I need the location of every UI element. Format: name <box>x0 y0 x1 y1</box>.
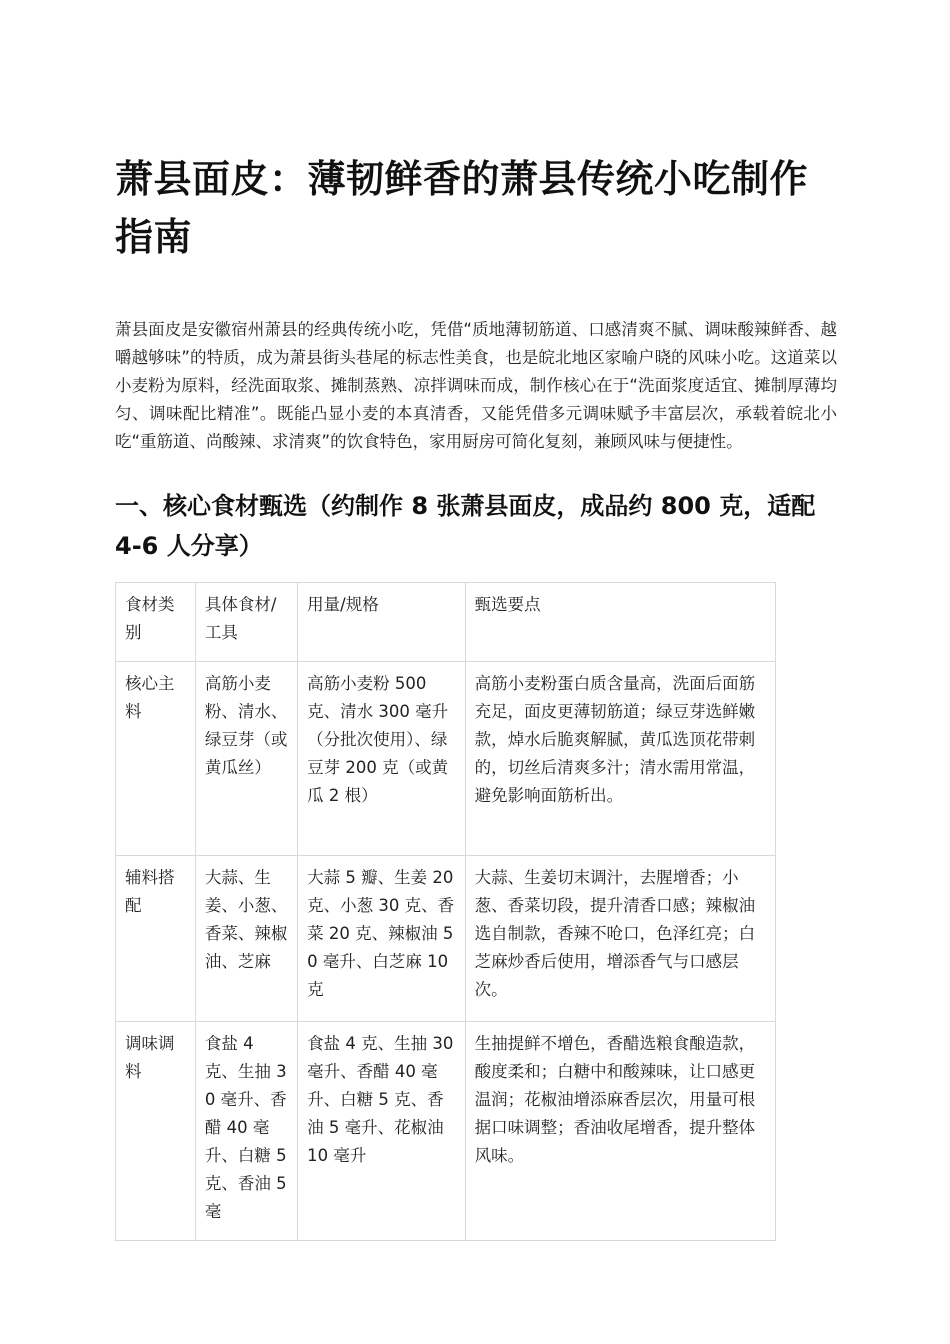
document-page <box>115 150 837 1241</box>
cell-amount: 高筋小麦粉 500 克、清水 300 毫升（分批次使用）、绿豆芽 200 克（或黄瓜 2 根） <box>298 662 466 856</box>
section-heading-ingredients: 一、核心食材甄选（约制作 8 张萧县面皮，成品约 800 克，适配 4-6 人分享） <box>115 492 816 560</box>
cell-amount: 食盐 4 克、生抽 30 毫升、香醋 40 毫升、白糖 5 克、香油 5 毫升、花椒油 10 毫升 <box>298 1022 466 1241</box>
header-items: 具体食材/工具 <box>195 583 297 662</box>
cell-items: 高筋小麦粉、清水、绿豆芽（或黄瓜丝） <box>195 662 297 856</box>
cell-amount: 大蒜 5 瓣、生姜 20 克、小葱 30 克、香菜 20 克、辣椒油 50 毫升、白芝麻 10 克 <box>298 856 466 1022</box>
table-row <box>116 662 776 856</box>
table-header-row <box>116 583 776 662</box>
table-row <box>116 1022 776 1241</box>
table-row <box>116 856 776 1022</box>
header-tips: 甄选要点 <box>465 583 775 662</box>
document-title: 萧县面皮：薄韧鲜香的萧县传统小吃制作指南 <box>115 157 809 259</box>
cell-items: 食盐 4 克、生抽 30 毫升、香醋 40 毫升、白糖 5 克、香油 5 毫 <box>195 1022 297 1241</box>
header-category: 食材类别 <box>116 583 196 662</box>
cell-category: 调味调料 <box>116 1022 196 1241</box>
cell-category: 辅料搭配 <box>116 856 196 1022</box>
header-amount: 用量/规格 <box>298 583 466 662</box>
cell-items: 大蒜、生姜、小葱、香菜、辣椒油、芝麻 <box>195 856 297 1022</box>
ingredients-table <box>115 582 776 1241</box>
cell-tips: 生抽提鲜不增色，香醋选粮食酿造款，酸度柔和；白糖中和酸辣味，让口感更温润；花椒油增添麻香层次，用量可根据口味调整；香油收尾增香，提升整体风味。 <box>465 1022 775 1241</box>
cell-tips: 高筋小麦粉蛋白质含量高，洗面后面筋充足，面皮更薄韧筋道；绿豆芽选鲜嫩款，焯水后脆爽解腻，黄瓜选顶花带刺的，切丝后清爽多汁；清水需用常温，避免影响面筋析出。 <box>465 662 775 856</box>
cell-tips: 大蒜、生姜切末调汁，去腥增香；小葱、香菜切段，提升清香口感；辣椒油选自制款，香辣不呛口，色泽红亮；白芝麻炒香后使用，增添香气与口感层次。 <box>465 856 775 1022</box>
cell-category: 核心主料 <box>116 662 196 856</box>
intro-paragraph: 萧县面皮是安徽宿州萧县的经典传统小吃，凭借“质地薄韧筋道、口感清爽不腻、调味酸辣鲜香、越嚼越够味”的特质，成为萧县街头巷尾的标志性美食，也是皖北地区家喻户晓的风味小吃。这道菜以小麦粉为原料，经洗面取浆、摊制蒸熟、凉拌调味而成，制作核心在于“洗面浆度适宜、摊制厚薄均匀、调味配比精准”。既能凸显小麦的本真清香，又能凭借多元调味赋予丰富层次，承载着皖北小吃“重筋道、尚酸辣、求清爽”的饮食特色，家用厨房可简化复刻，兼顾风味与便捷性。 <box>115 320 837 451</box>
